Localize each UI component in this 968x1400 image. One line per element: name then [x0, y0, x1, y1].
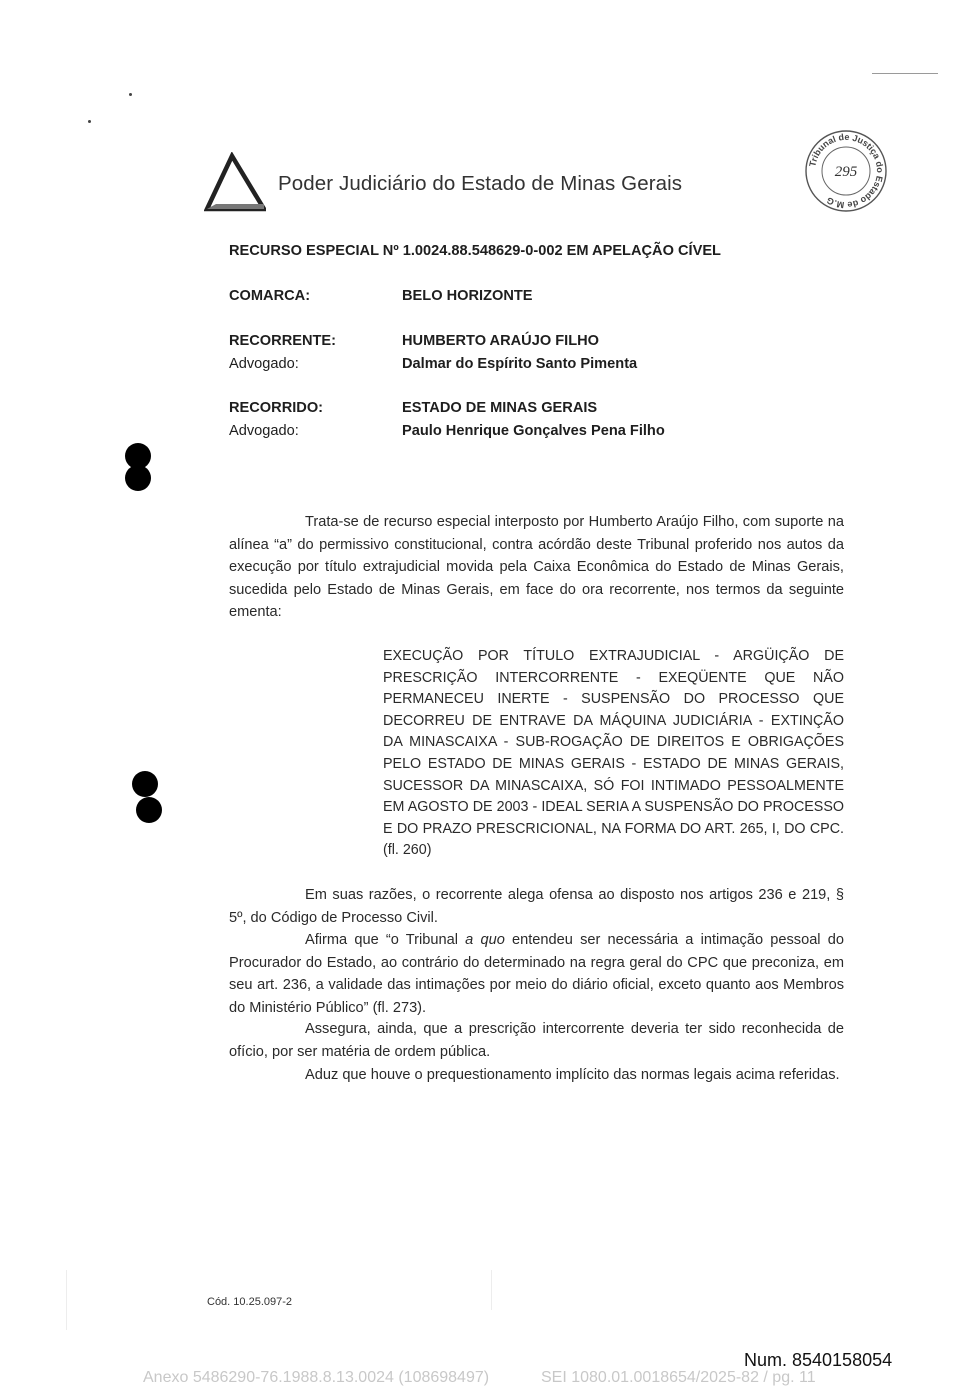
seal-text: Tribunal de Justiça do Estado de M.G	[807, 131, 886, 211]
seal-number: 295	[834, 164, 858, 180]
recorrido-value: ESTADO DE MINAS GERAIS	[402, 400, 598, 416]
advogado-value: Dalmar do Espírito Santo Pimenta	[402, 356, 638, 372]
scan-line	[872, 73, 938, 74]
header-title: Poder Judiciário do Estado de Minas Gerais	[278, 172, 683, 195]
scan-line	[66, 1270, 67, 1330]
ementa-block: EXECUÇÃO POR TÍTULO EXTRAJUDICIAL - ARGÜIÇÃO DE PRESCRIÇÃO INTERCORRENTE - EXEQÜENTE QUE NÃO PERMANECEU INERTE - SUSPENSÃO DO PROCESSO QUE DECORREU DE ENTRAVE DA MÁQUINA JUDICIÁRIA - EXTINÇÃO DA MINASCAIXA - SUB-ROGAÇÃO DE DIREITOS E OBRIGAÇÕES PELO ESTADO DE MINAS GERAIS - ESTADO DE MINAS GERAIS, SUCESSOR DA MINASCAIXA, SÓ FOI INTIMADO PESSOALMENTE EM AGOSTO DE 2003 - IDEAL SERIA A SUSPENSÃO DO PROCESSO E DO PRAZO PRESCRICIONAL, NA FORMA DO ART. 265, I, DO CPC. (fl. 260)	[383, 648, 844, 859]
punch-hole	[125, 465, 151, 491]
document-number: Num. 8540158054	[744, 1350, 893, 1370]
recorrente-value: HUMBERTO ARAÚJO FILHO	[402, 333, 600, 349]
punch-hole	[136, 797, 162, 823]
case-title: RECURSO ESPECIAL Nº 1.0024.88.548629-0-002 EM APELAÇÃO CÍVEL	[229, 243, 721, 259]
scan-speck	[129, 93, 132, 96]
advogado-label: Advogado:	[229, 423, 299, 439]
comarca-label: COMARCA:	[229, 288, 311, 304]
paragraph: Assegura, ainda, que a prescrição intercorrente deveria ter sido reconhecida de ofício, por ser matéria de ordem pública.	[229, 1021, 844, 1060]
scan-line	[491, 1270, 492, 1310]
advogado-value: Paulo Henrique Gonçalves Pena Filho	[402, 423, 665, 439]
form-code: Cód. 10.25.097-2	[207, 1296, 293, 1308]
punch-hole	[132, 771, 158, 797]
paragraph: Trata-se de recurso especial interposto por Humberto Araújo Filho, com suporte na alínea “a” do permissivo constitucional, contra acórdão deste Tribunal proferido nos autos da execução por título extrajudicial movida pela Caixa Econômica do Estado de Minas Gerais, sucedida pelo Estado de Minas Gerais, em face do ora recorrente, nos termos da seguinte ementa:	[229, 514, 844, 620]
court-seal-icon	[804, 129, 888, 213]
recorrente-label: RECORRENTE:	[229, 333, 337, 349]
comarca-value: BELO HORIZONTE	[402, 288, 533, 304]
sei-reference: SEI 1080.01.0018654/2025-82 / pg. 11	[541, 1369, 816, 1386]
paragraph: Afirma que “o Tribunal a quo entendeu ser necessária a intimação pessoal do Procurador do Estado, ao contrário do determinado na regra geral do CPC que preconiza, em seu art. 236, a validade das intimações por meio do diário oficial, exceto quanto aos Membros do Ministério Público” (fl. 273).	[229, 932, 844, 1016]
paragraph: Em suas razões, o recorrente alega ofensa ao disposto nos artigos 236 e 219, § 5º, do Código de Processo Civil.	[229, 887, 844, 926]
paragraph: Aduz que houve o prequestionamento implícito das normas legais acima referidas.	[305, 1067, 840, 1083]
anexo-reference: Anexo 5486290-76.1988.8.13.0024 (108698497)	[143, 1369, 490, 1386]
scan-speck	[88, 120, 91, 123]
advogado-label: Advogado:	[229, 356, 299, 372]
recorrido-label: RECORRIDO:	[229, 400, 324, 416]
judiciary-logo-icon	[204, 152, 266, 214]
